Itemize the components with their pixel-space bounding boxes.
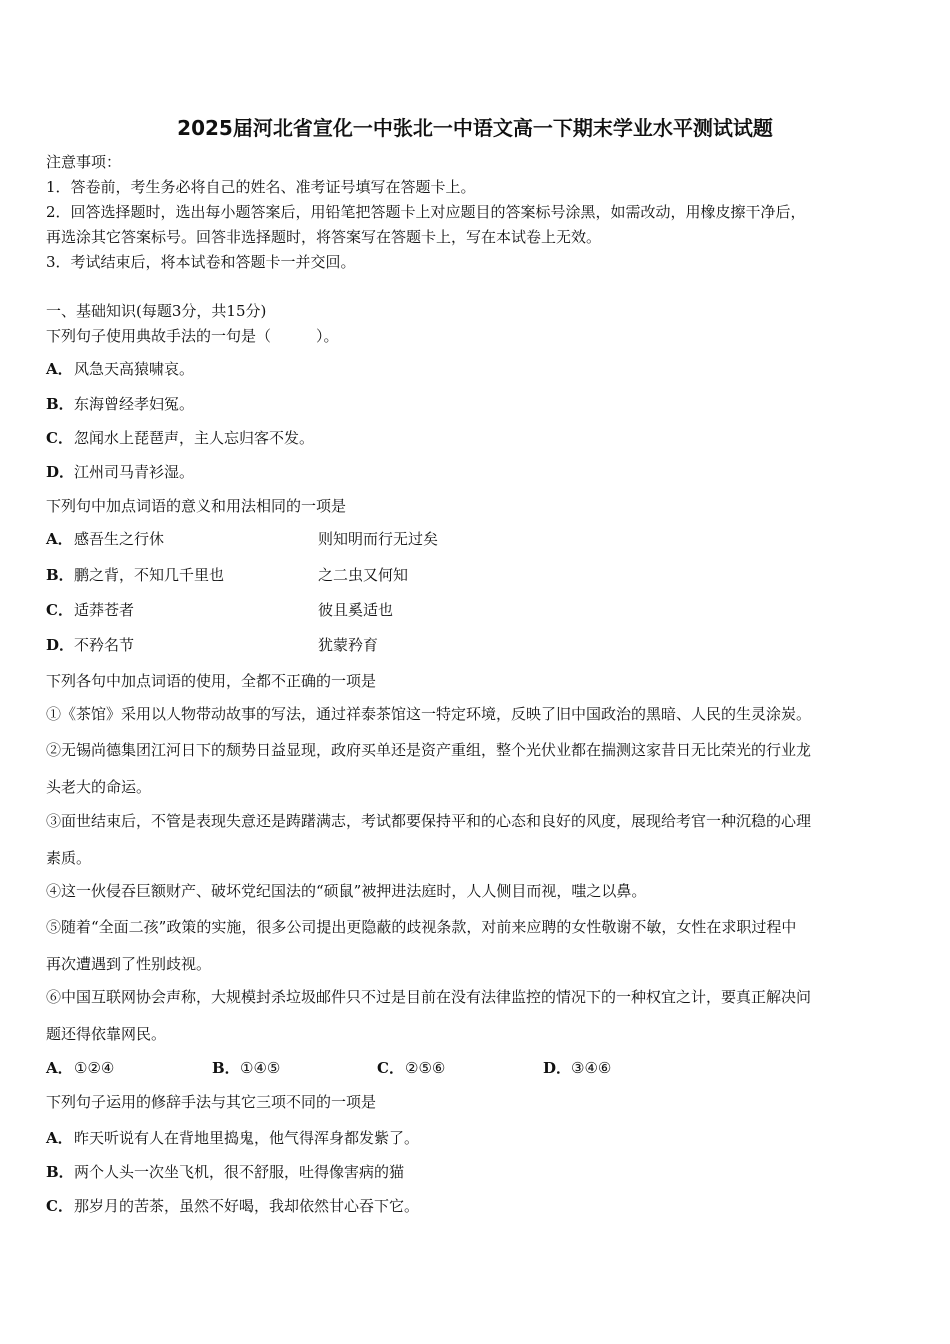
option-c <box>46 600 134 620</box>
option-label: A． <box>46 1129 73 1147</box>
option-text: ①②④ <box>74 1059 115 1077</box>
option-label: A． <box>46 530 73 548</box>
option-text: 那岁月的苦茶，虽然不好喝，我却依然甘心吞下它。 <box>74 1197 420 1215</box>
page-title: 2025届河北省宣化一中张北一中语文高一下期末学业水平测试试题 <box>177 116 773 140</box>
option-label: B． <box>46 1163 74 1181</box>
sentence-line: ④这一伙侵吞巨额财产、破坏党纪国法的“硕鼠”被押进法庭时，人人侧目而视，嗤之以鼻。 <box>46 882 647 900</box>
option-left-text: 适莽苍者 <box>74 601 135 619</box>
option-right-text: 犹蒙矜育 <box>318 636 379 654</box>
section-heading: 一、基础知识(每题3分，共15分) <box>46 302 267 320</box>
notice-heading: 注意事项： <box>46 153 122 171</box>
answer-option-b <box>212 1058 280 1078</box>
option-text: 东海曾经孝妇冤。 <box>74 395 195 413</box>
question-stem: 下列句子运用的修辞手法与其它三项不同的一项是 <box>46 1093 377 1111</box>
option-d <box>46 635 134 655</box>
option-label: D． <box>46 636 75 654</box>
option-a <box>46 529 164 549</box>
option-label: C． <box>46 601 73 619</box>
option-left-text: 感吾生之行休 <box>74 530 165 548</box>
option-b <box>46 394 194 414</box>
option-left-text: 鹏之背，不知几千里也 <box>74 566 225 584</box>
answer-option-a <box>46 1058 114 1078</box>
option-right-text: 彼且奚适也 <box>318 601 394 619</box>
option-a <box>46 359 194 379</box>
sentence-line: 素质。 <box>46 849 92 867</box>
sentence-line: ③面世结束后，不管是表现失意还是踌躇满志，考试都要保持平和的心态和良好的风度，展现给考官一种沉稳的心理 <box>46 812 812 830</box>
option-label: D． <box>543 1059 572 1077</box>
option-text: 忽闻水上琵琶声，主人忘归客不发。 <box>74 429 315 447</box>
option-label: B． <box>46 566 74 584</box>
sentence-line: 头老大的命运。 <box>46 778 152 796</box>
answer-option-d <box>543 1058 611 1078</box>
sentence-line: ⑤随着“全面二孩”政策的实施，很多公司提出更隐蔽的歧视条款，对前来应聘的女性敬谢不敏，女性在求职过程中 <box>46 918 797 936</box>
option-b <box>46 565 224 585</box>
option-label: A． <box>46 360 73 378</box>
notice-item: 1．答卷前，考生务必将自己的姓名、准考证号填写在答题卡上。 <box>46 178 476 196</box>
sentence-line: 题还得依靠网民。 <box>46 1025 167 1043</box>
option-b <box>46 1162 404 1182</box>
option-right-text: 之二虫又何知 <box>318 566 409 584</box>
option-label: C． <box>46 429 73 447</box>
option-text: ①④⑤ <box>240 1059 281 1077</box>
option-label: C． <box>377 1059 404 1077</box>
option-right-text: 则知明而行无过矣 <box>318 530 439 548</box>
notice-item: 再选涂其它答案标号。回答非选择题时，将答案写在答题卡上，写在本试卷上无效。 <box>46 228 602 246</box>
option-label: A． <box>46 1059 73 1077</box>
option-d <box>46 462 194 482</box>
question-stem: 下列各句中加点词语的使用，全都不正确的一项是 <box>46 672 377 690</box>
option-text: ②⑤⑥ <box>405 1059 446 1077</box>
sentence-line: ①《茶馆》采用以人物带动故事的写法，通过祥泰茶馆这一特定环境，反映了旧中国政治的黑暗、人民的生灵涂炭。 <box>46 705 812 723</box>
option-text: 昨天听说有人在背地里捣鬼，他气得浑身都发紫了。 <box>74 1129 420 1147</box>
option-a <box>46 1128 419 1148</box>
answer-option-c <box>377 1058 445 1078</box>
option-text: 江州司马青衫湿。 <box>74 463 195 481</box>
option-c <box>46 1196 419 1216</box>
option-left-text: 不矜名节 <box>74 636 135 654</box>
option-text: 风急天高猿啸哀。 <box>74 360 195 378</box>
sentence-line: ②无锡尚德集团江河日下的颓势日益显现，政府买单还是资产重组，整个光伏业都在揣测这家昔日无比荣光的行业龙 <box>46 741 812 759</box>
sentence-line: ⑥中国互联网协会声称，大规模封杀垃圾邮件只不过是目前在没有法律监控的情况下的一种权宜之计，要真正解决问 <box>46 988 812 1006</box>
option-label: D． <box>46 463 75 481</box>
question-stem: 下列句中加点词语的意义和用法相同的一项是 <box>46 497 347 515</box>
question-stem: 下列句子使用典故手法的一句是（ ）。 <box>46 327 339 345</box>
option-label: B． <box>46 395 74 413</box>
option-label: B． <box>212 1059 240 1077</box>
notice-item: 3．考试结束后，将本试卷和答题卡一并交回。 <box>46 253 356 271</box>
notice-item: 2．回答选择题时，选出每小题答案后，用铅笔把答题卡上对应题目的答案标号涂黑，如需改动，用橡皮擦干净后， <box>46 203 806 221</box>
sentence-line: 再次遭遇到了性别歧视。 <box>46 955 212 973</box>
option-c <box>46 428 314 448</box>
option-label: C． <box>46 1197 73 1215</box>
option-text: 两个人头一次坐飞机，很不舒服，吐得像害病的猫 <box>74 1163 405 1181</box>
option-text: ③④⑥ <box>571 1059 612 1077</box>
